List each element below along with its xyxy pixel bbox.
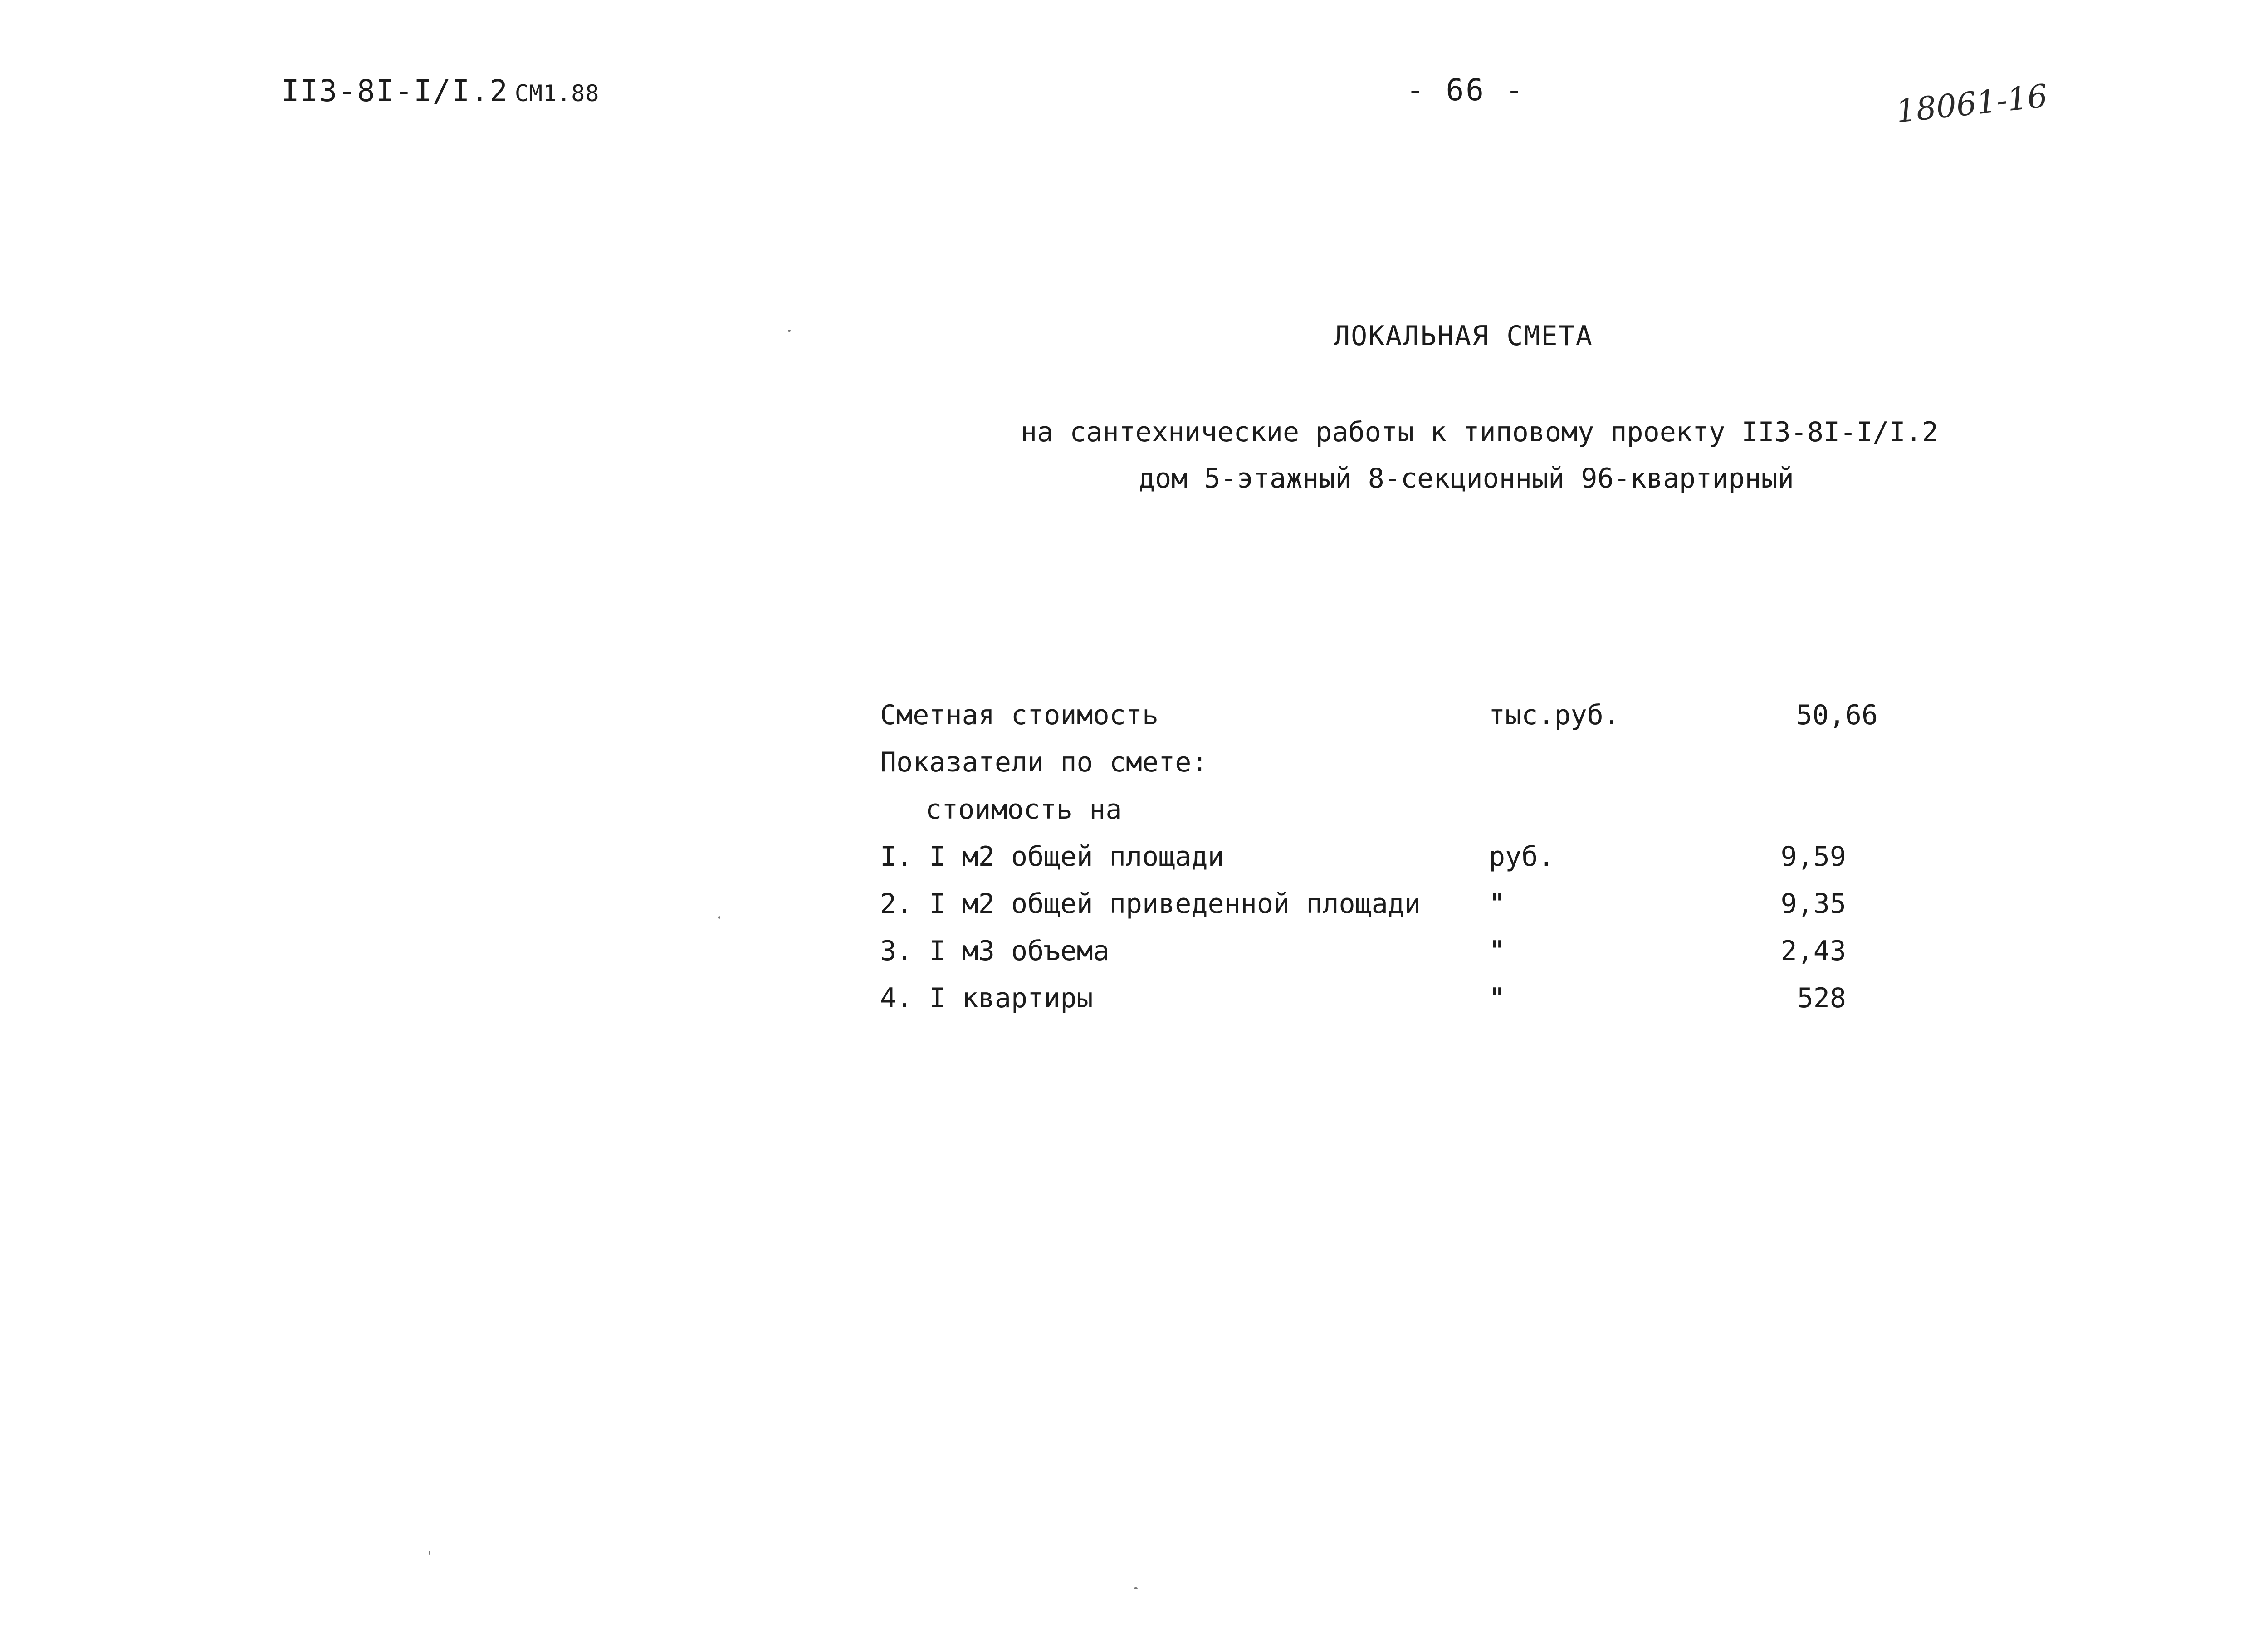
scan-speck <box>788 330 791 332</box>
indicators-heading-row <box>880 746 1878 794</box>
document-stamp: CM1.88 <box>514 80 600 107</box>
document-code <box>281 73 599 108</box>
table-row <box>880 935 1878 982</box>
indicator-label: 3. I м3 объема <box>880 935 1110 967</box>
indicator-value: 9,59 <box>1780 841 1846 873</box>
estimate-cost-unit: тыс.руб. <box>1489 699 1620 731</box>
estimate-cost-value: 50,66 <box>1796 699 1878 731</box>
indicator-unit: " <box>1489 888 1505 920</box>
estimate-cost-row <box>880 699 1878 746</box>
table-row <box>880 982 1878 1029</box>
table-row <box>880 841 1878 888</box>
cost-per-row <box>880 794 1878 841</box>
indicator-label: 2. I м2 общей приведенной площади <box>880 888 1421 920</box>
estimate-cost-label: Сметная стоимость <box>880 699 1159 731</box>
scan-speck <box>718 916 720 919</box>
indicator-value: 9,35 <box>1780 888 1846 920</box>
indicator-unit: " <box>1489 935 1505 967</box>
indicator-unit: руб. <box>1489 841 1554 873</box>
page-number: - 66 - <box>1406 73 1525 107</box>
page-title: ЛОКАЛЬНАЯ СМЕТА <box>1334 320 1593 352</box>
indicator-unit: " <box>1489 982 1505 1014</box>
indicator-value: 528 <box>1797 982 1846 1014</box>
inventory-number: 18061-16 <box>1894 77 2049 130</box>
subtitle-line-1: на сантехнические работы к типовому проекту II3-8I-I/I.2 <box>1021 416 1938 448</box>
indicator-label: I. I м2 общей площади <box>880 841 1224 873</box>
estimate-table <box>880 699 1878 1029</box>
cost-per-label: стоимость на <box>925 794 1122 825</box>
scan-speck <box>1134 1587 1138 1589</box>
subtitle-line-2: дом 5-этажный 8-секционный 96-квартирный <box>1139 463 1794 494</box>
scan-speck <box>429 1551 430 1555</box>
indicator-value: 2,43 <box>1780 935 1846 967</box>
table-row <box>880 888 1878 935</box>
indicator-label: 4. I квартиры <box>880 982 1093 1014</box>
document-code-text: II3-8I-I/I.2 <box>281 73 508 108</box>
indicators-heading: Показатели по смете: <box>880 746 1208 778</box>
